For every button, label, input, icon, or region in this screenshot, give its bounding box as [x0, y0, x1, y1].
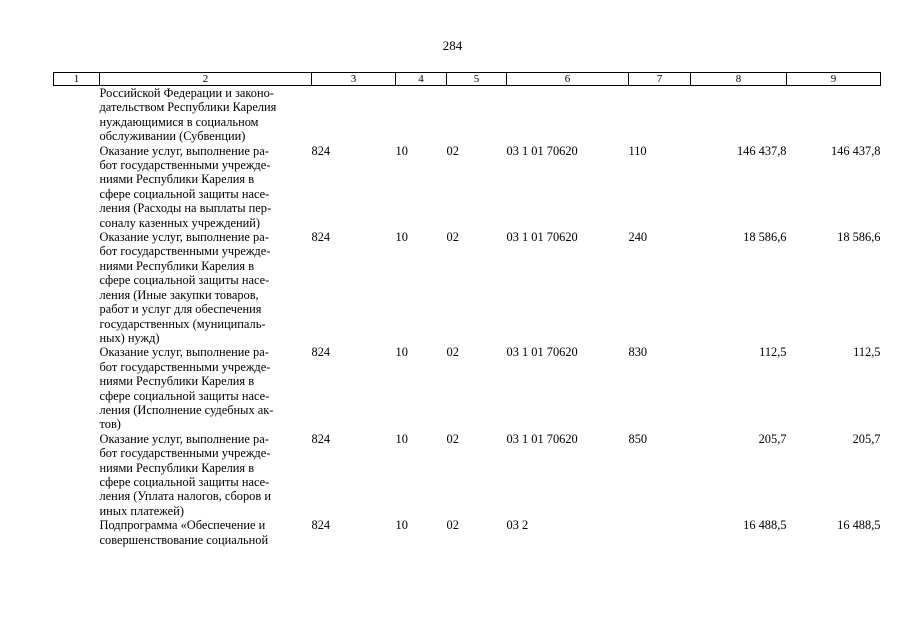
cell-target-article [507, 86, 629, 144]
description-line: ления (Иные закупки товаров, [99, 287, 259, 302]
cell-number [54, 432, 100, 518]
cell-target-article: 03 1 01 70620 [506, 431, 578, 446]
cell-amount-total: 16 488,5 [837, 518, 881, 533]
cell-number [54, 144, 100, 230]
cell-section: 10 [395, 143, 408, 158]
column-header: 5 [447, 73, 507, 86]
cell-expense-type: 850 [628, 431, 648, 446]
cell-description [100, 230, 312, 345]
budget-table [53, 72, 881, 547]
cell-section [396, 86, 447, 144]
table-row [54, 518, 881, 547]
cell-target-article: 03 2 [506, 518, 529, 533]
cell-section: 10 [395, 230, 408, 245]
cell-number [54, 86, 100, 144]
cell-section: 10 [395, 518, 408, 533]
cell-number [54, 230, 100, 345]
description-line: государственных (муниципаль- [99, 316, 266, 331]
cell-expense-type: 240 [628, 230, 648, 245]
description-line: бот государственными учрежде- [99, 359, 271, 374]
page-number: 284 [442, 38, 463, 53]
cell-ministry-code: 824 [311, 518, 331, 533]
cell-target-article: 03 1 01 70620 [506, 143, 578, 158]
description-line: работ и услуг для обеспечения [99, 302, 262, 317]
cell-amount-total: 146 437,8 [830, 143, 881, 158]
description-line: ниями Республики Карелия в [99, 172, 255, 187]
cell-description [100, 144, 312, 230]
column-header: 8 [691, 73, 787, 86]
description-line: сфере социальной защиты насе- [99, 388, 270, 403]
table-row [54, 432, 881, 518]
description-line: Российской Федерации и законо- [99, 86, 274, 100]
table-row [54, 144, 881, 230]
table-row [54, 86, 881, 144]
cell-amount: 18 586,6 [743, 230, 787, 245]
cell-description [100, 518, 312, 547]
cell-amount-total [787, 86, 881, 144]
cell-amount: 205,7 [758, 431, 787, 446]
description-line: иных платежей) [99, 503, 184, 518]
description-line: Оказание услуг, выполнение ра- [99, 143, 269, 158]
table-body [54, 86, 881, 548]
cell-ministry-code: 824 [311, 230, 331, 245]
cell-subsection: 02 [446, 230, 459, 245]
description-line: Оказание услуг, выполнение ра- [99, 230, 269, 245]
description-line: сфере социальной защиты насе- [99, 273, 270, 288]
cell-subsection: 02 [446, 518, 459, 533]
column-header: 6 [507, 73, 629, 86]
description-line: нуждающимися в социальном [99, 114, 259, 129]
description-line: Оказание услуг, выполнение ра- [99, 345, 269, 360]
cell-expense-type [629, 86, 691, 144]
cell-subsection: 02 [446, 431, 459, 446]
description-line: ниями Республики Карелия в [99, 374, 255, 389]
description-line: совершенствование социальной [99, 532, 269, 547]
description-line: обслуживании (Субвенции) [99, 129, 246, 144]
cell-amount-total: 18 586,6 [837, 230, 881, 245]
cell-description [100, 432, 312, 518]
cell-ministry-code: 824 [311, 345, 331, 360]
cell-subsection: 02 [446, 345, 459, 360]
cell-amount-total: 205,7 [852, 431, 881, 446]
cell-amount: 146 437,8 [736, 143, 787, 158]
cell-amount: 112,5 [759, 345, 787, 360]
description-line: дательством Республики Карелия [99, 100, 277, 115]
description-line: Оказание услуг, выполнение ра- [99, 431, 269, 446]
cell-expense-type [629, 518, 691, 547]
header-row [54, 73, 881, 86]
description-line: ниями Республики Карелия в [99, 258, 255, 273]
description-line: Подпрограмма «Обеспечение и [99, 518, 266, 533]
description-line: ления (Уплата налогов, сборов и [99, 489, 271, 504]
description-line: сфере социальной защиты насе- [99, 474, 270, 489]
cell-ministry-code: 824 [311, 143, 331, 158]
cell-number [54, 518, 100, 547]
cell-subsection [447, 86, 507, 144]
column-header: 2 [100, 73, 312, 86]
description-line: ниями Республики Карелия в [99, 460, 255, 475]
table-row [54, 345, 881, 431]
description-line: бот государственными учрежде- [99, 446, 271, 461]
cell-number [54, 345, 100, 431]
description-line: ления (Расходы на выплаты пер- [99, 201, 272, 216]
description-line: соналу казенных учреждений) [99, 215, 261, 230]
cell-target-article: 03 1 01 70620 [506, 230, 578, 245]
cell-description [100, 345, 312, 431]
cell-amount [691, 86, 787, 144]
column-header: 4 [396, 73, 447, 86]
column-header: 9 [787, 73, 881, 86]
cell-section: 10 [395, 345, 408, 360]
cell-amount-total: 112,5 [853, 345, 881, 360]
cell-ministry-code [312, 86, 396, 144]
cell-target-article: 03 1 01 70620 [506, 345, 578, 360]
cell-expense-type: 830 [628, 345, 648, 360]
table-row [54, 230, 881, 345]
cell-expense-type: 110 [628, 143, 647, 158]
description-line: бот государственными учрежде- [99, 244, 271, 259]
cell-description [100, 86, 312, 144]
cell-subsection: 02 [446, 143, 459, 158]
cell-section: 10 [395, 431, 408, 446]
cell-ministry-code: 824 [311, 431, 331, 446]
column-header: 3 [312, 73, 396, 86]
cell-amount: 16 488,5 [743, 518, 787, 533]
description-line: сфере социальной защиты насе- [99, 186, 270, 201]
column-header: 1 [54, 73, 100, 86]
column-header: 7 [629, 73, 691, 86]
description-line: ления (Исполнение судебных ак- [99, 402, 274, 417]
description-line: бот государственными учрежде- [99, 158, 271, 173]
description-line: тов) [99, 417, 121, 432]
description-line: ных) нужд) [99, 330, 160, 345]
